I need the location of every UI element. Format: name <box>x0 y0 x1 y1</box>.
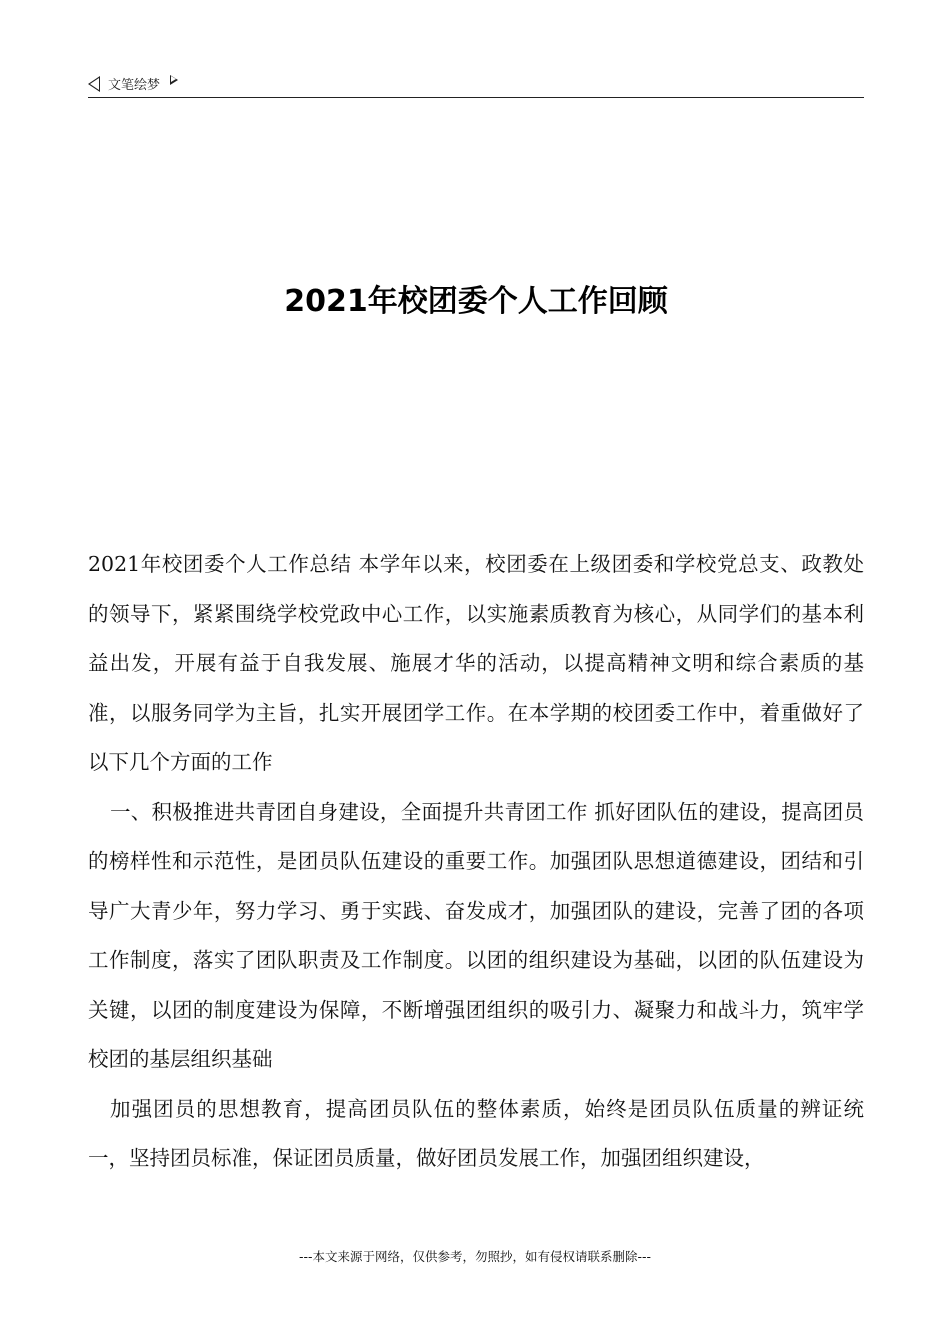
triangle-right-icon <box>170 75 178 85</box>
document-title: 2021年校团委个人工作回顾 <box>284 284 668 319</box>
page-header <box>88 72 864 98</box>
header-label: 文笔绘梦 <box>108 78 161 93</box>
page-footer-disclaimer: ---本文来源于网络，仅供参考，勿照抄，如有侵权请联系删除--- <box>298 1249 652 1264</box>
paragraph-section-one: 一、积极推进共青团自身建设，全面提升共青团工作 抓好团队伍的建设，提高团员的榜样性和示范性，是团员队伍建设的重要工作。加强团队思想道德建设，团结和引导广大青少年，努力学习、勇于实践、奋发成才，加强团队的建设，完善了团的各项工作制度，落实了团队职责及工作制度。以团的组织建设为基础，以团的队伍建设为关键，以团的制度建设为保障，不断增强团组织的吸引力、凝聚力和战斗力，筑牢学校团的基层组织基础 <box>88 799 864 1071</box>
header-brand <box>88 74 178 93</box>
document-body <box>88 540 864 1184</box>
triangle-left-icon <box>88 76 100 92</box>
paragraph-member-education: 加强团员的思想教育，提高团员队伍的整体素质，始终是团员队伍质量的辨证统一，坚持团员标准，保证团员质量，做好团员发展工作，加强团组织建设， <box>88 1096 864 1170</box>
paragraph-intro: 2021年校团委个人工作总结 本学年以来，校团委在上级团委和学校党总支、政教处的领导下，紧紧围绕学校党政中心工作，以实施素质教育为核心，从同学们的基本利益出发，开展有益于自我发展、施展才华的活动，以提高精神文明和综合素质的基准，以服务同学为主旨，扎实开展团学工作。在本学期的校团委工作中，着重做好了以下几个方面的工作 <box>88 552 864 774</box>
